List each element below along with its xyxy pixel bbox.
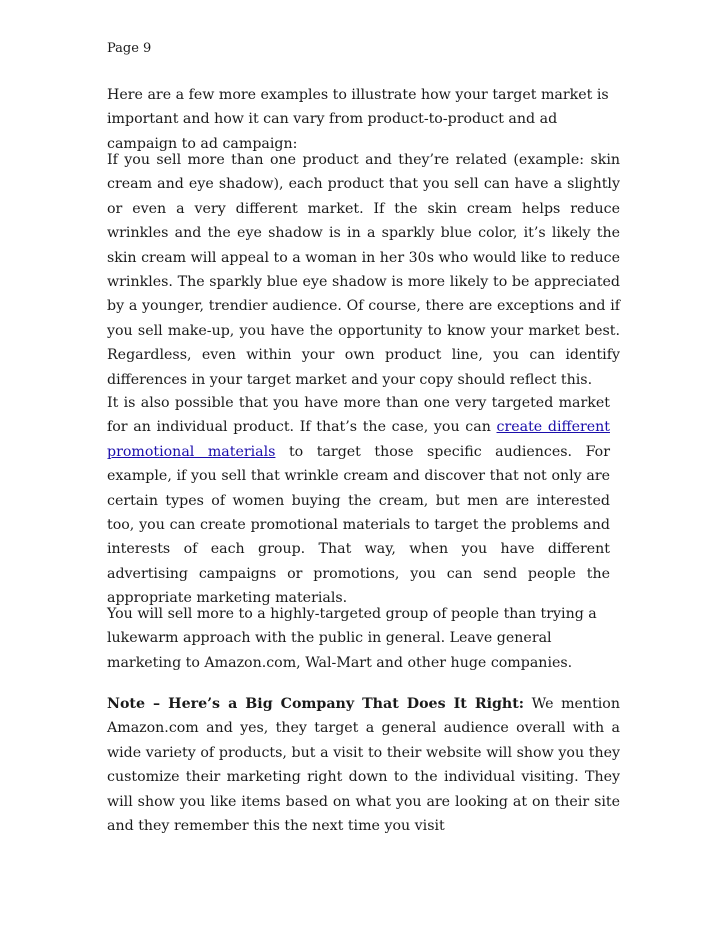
multiple-markets-paragraph	[107, 391, 610, 611]
paragraph-text-after-link: to target those specific audiences. For example, if you sell that wrinkle cream and discover that not only are certain types of women buying the cream, but men are interested too, you can create promotional materials to target the problems and interests of each group. That way, when you have different advertising campaigns or promotions, you can send people the appropriate marketing materials.	[107, 443, 610, 607]
page-number: Page 9	[107, 41, 152, 56]
note-body: We mention Amazon.com and yes, they target a general audience overall with a wide variety of products, but a visit to their website will show you they customize their marketing right down to the individual visiting. They will show you like items based on what you are looking at on their site and they remember this the next time you visit	[107, 696, 620, 835]
create-promotional-materials-link[interactable]: create different promotional materials	[107, 419, 610, 460]
intro-paragraph: Here are a few more examples to illustrate how your target market is important and how it can vary from product-to-product and ad campaign to ad campaign:	[107, 87, 609, 152]
paragraph-text-before-link: It is also possible that you have more than one very targeted market for an individual product. If that’s the case, you can	[107, 395, 610, 436]
note-paragraph	[107, 692, 620, 838]
related-products-paragraph: If you sell more than one product and they’re related (example: skin cream and eye shadow), each product that you sell can have a slightly or even a very different market. If the skin cream helps reduce wrinkles and the eye shadow is in a sparkly blue color, it’s likely the skin cream will appeal to a woman in her 30s who would like to reduce wrinkles. The sparkly blue eye shadow is more likely to be appreciated by a younger, trendier audience. Of course, there are exceptions and if you sell make-up, you have the opportunity to know your market best. Regardless, even within your own product line, you can identify differences in your target market and your copy should reflect this.	[107, 152, 620, 388]
highly-targeted-paragraph: You will sell more to a highly-targeted group of people than trying a lukewarm approach with the public in general. Leave general marketing to Amazon.com, Wal-Mart and other huge companies.	[107, 606, 597, 671]
note-heading: Note – Here’s a Big Company That Does It Right:	[107, 696, 525, 712]
